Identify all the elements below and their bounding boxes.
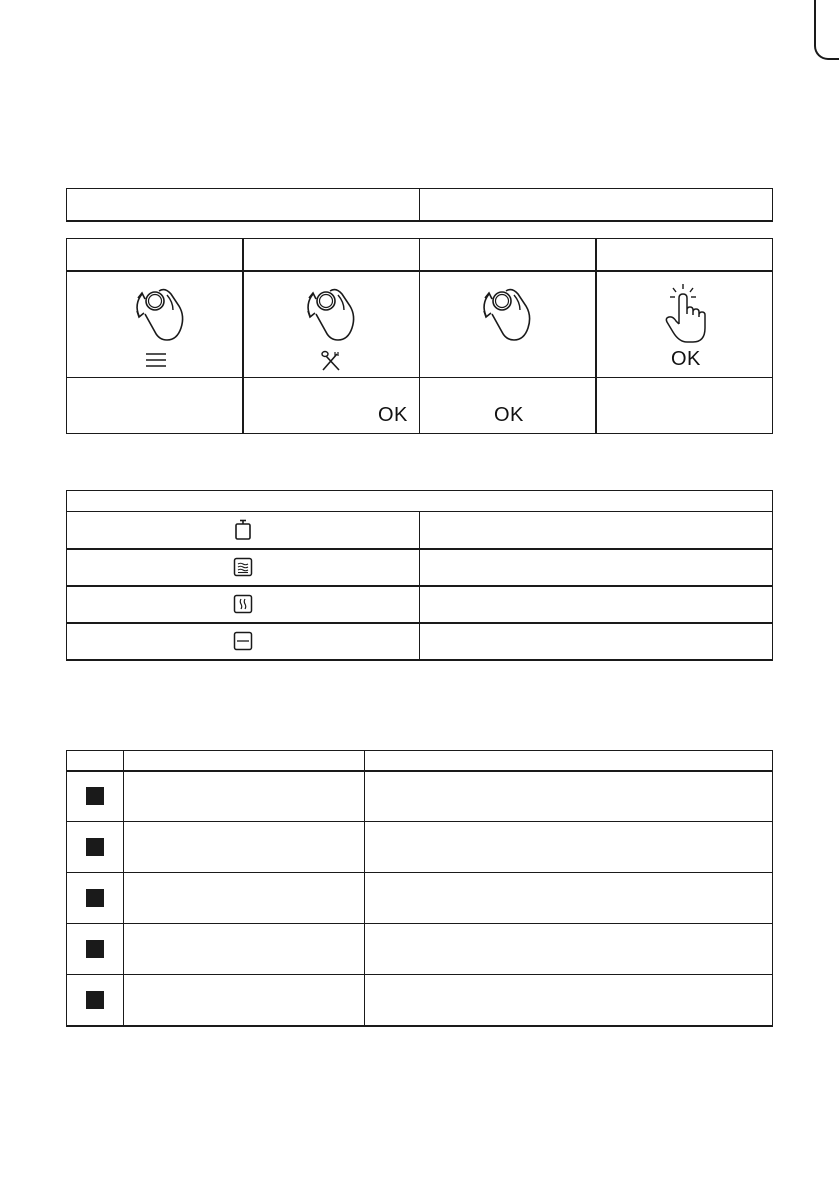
step-cell — [67, 271, 244, 378]
black-square-marker — [86, 787, 104, 805]
heat-icon — [233, 594, 253, 614]
menu-icon — [145, 352, 167, 368]
timer-icon — [234, 519, 252, 541]
symbol-icon-cell — [67, 623, 420, 660]
symbols-table — [66, 490, 773, 661]
symbol-text-cell — [420, 512, 773, 549]
finger-tap-icon — [663, 282, 707, 344]
step-text-cell — [67, 378, 244, 434]
indicator-name-cell — [124, 924, 365, 975]
steps-header-cell — [596, 239, 773, 271]
indicator-desc-cell — [365, 771, 773, 822]
indicator-marker-cell — [67, 924, 124, 975]
top-table — [66, 188, 773, 222]
ok-label: OK — [378, 404, 408, 426]
steps-table — [66, 238, 773, 434]
steps-header-cell — [420, 239, 597, 271]
indicator-name-cell — [124, 822, 365, 873]
steam-waves-icon — [233, 557, 253, 577]
symbol-icon-cell — [67, 549, 420, 586]
black-square-marker — [86, 991, 104, 1009]
top-table-cell — [420, 189, 773, 222]
indicator-marker-cell — [67, 771, 124, 822]
steps-header-cell — [243, 239, 420, 271]
black-square-marker — [86, 940, 104, 958]
knob-turn-icon — [129, 280, 189, 346]
step-text-cell — [243, 378, 420, 434]
indicator-header-cell — [67, 751, 124, 771]
indicator-table — [66, 750, 773, 1027]
indicator-desc-cell — [365, 924, 773, 975]
symbol-text-cell — [420, 549, 773, 586]
indicator-marker-cell — [67, 873, 124, 924]
step-text-cell — [420, 378, 597, 434]
indicator-header-cell — [365, 751, 773, 771]
knob-turn-icon — [300, 280, 360, 346]
indicator-marker-cell — [67, 975, 124, 1026]
indicator-name-cell — [124, 873, 365, 924]
indicator-header-cell — [124, 751, 365, 771]
black-square-marker — [86, 889, 104, 907]
top-table-cell — [67, 189, 420, 222]
minus-box-icon — [233, 631, 253, 651]
knob-turn-icon — [476, 280, 536, 346]
ok-label: OK — [494, 404, 524, 426]
step-text-cell — [596, 378, 773, 434]
symbol-text-cell — [420, 586, 773, 623]
step-cell — [243, 271, 420, 378]
symbol-icon-cell — [67, 512, 420, 549]
indicator-name-cell — [124, 771, 365, 822]
page-edge-tab — [814, 0, 839, 60]
indicator-desc-cell — [365, 822, 773, 873]
ok-label: OK — [671, 347, 701, 370]
step-cell — [420, 271, 597, 378]
indicator-marker-cell — [67, 822, 124, 873]
indicator-name-cell — [124, 975, 365, 1026]
steps-header-cell — [67, 239, 244, 271]
symbol-text-cell — [420, 623, 773, 660]
symbols-header — [67, 491, 773, 512]
indicator-desc-cell — [365, 873, 773, 924]
symbol-icon-cell — [67, 586, 420, 623]
step-cell — [596, 271, 773, 378]
fork-spoon-icon — [320, 350, 342, 372]
indicator-desc-cell — [365, 975, 773, 1026]
black-square-marker — [86, 838, 104, 856]
